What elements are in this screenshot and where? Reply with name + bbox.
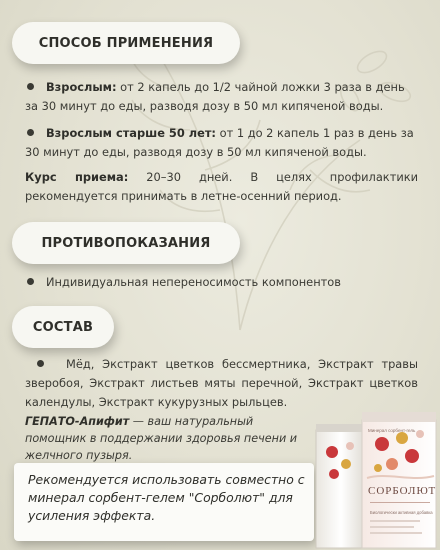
adult50-text: от 1 до 2 капель 1 раз в день за 30 минут до еды, разводя дозу в 50 мл кипяченой воды. (25, 126, 414, 159)
tagline-text: — ваш натуральный помощник в поддержании здоровья печени и желчного пузыря. (25, 415, 298, 462)
section-title-composition: СОСТАВ (32, 319, 94, 335)
composition-text (25, 355, 418, 412)
adult-label: Взрослым: (46, 80, 117, 94)
bullet-icon (27, 83, 34, 90)
section-title-method: СПОСОБ ПРИМЕНЕНИЯ (38, 35, 214, 51)
method-adult (25, 78, 418, 116)
method-adult-50 (25, 124, 418, 162)
recommendation-box (14, 463, 314, 541)
bullet-icon (27, 278, 34, 285)
adult-text: от 2 капель до 1/2 чайной ложки 3 раза в день за 30 минут до еды, разводя дозу в 50 мл кипяченой воды. (25, 80, 405, 113)
section-pill-composition (12, 306, 114, 348)
section-pill-method (12, 22, 240, 64)
adult50-label: Взрослым старше 50 лет: (46, 126, 216, 140)
product-brand: СОРБОЛЮТ (368, 485, 437, 497)
product-small-top: Минерал сорбент-гель (368, 428, 416, 433)
course-text: 20–30 дней. В целях профилактики рекомендуется принимать в летне-осенний период. (25, 170, 419, 203)
tagline (25, 413, 300, 464)
section-title-contraindications: ПРОТИВОПОКАЗАНИЯ (41, 235, 211, 251)
product-small-bottom: Биологически активная добавка (370, 510, 433, 515)
composition-list: Мёд, Экстракт цветков бессмертника, Экстракт травы зверобоя, Экстракт листьев мяты перечной, Экстракт цветков календулы, Экстракт кукурузных рыльцев. (25, 357, 418, 409)
recommendation-text: Рекомендуется использовать совместно с минерал сорбент-гелем "Сорболют" для усиления эффекта. (28, 472, 305, 523)
contra-text: Индивидуальная непереносимость компонентов (46, 275, 341, 289)
section-pill-contraindications (12, 222, 240, 264)
tagline-brand: ГЕПАТО-Апифит (25, 415, 130, 428)
product-tube-image (312, 412, 440, 550)
contraindications-text (25, 273, 418, 292)
bullet-icon (27, 129, 34, 136)
bullet-icon (37, 360, 44, 367)
course-label: Курс приема: (25, 170, 129, 184)
method-course (25, 168, 418, 206)
